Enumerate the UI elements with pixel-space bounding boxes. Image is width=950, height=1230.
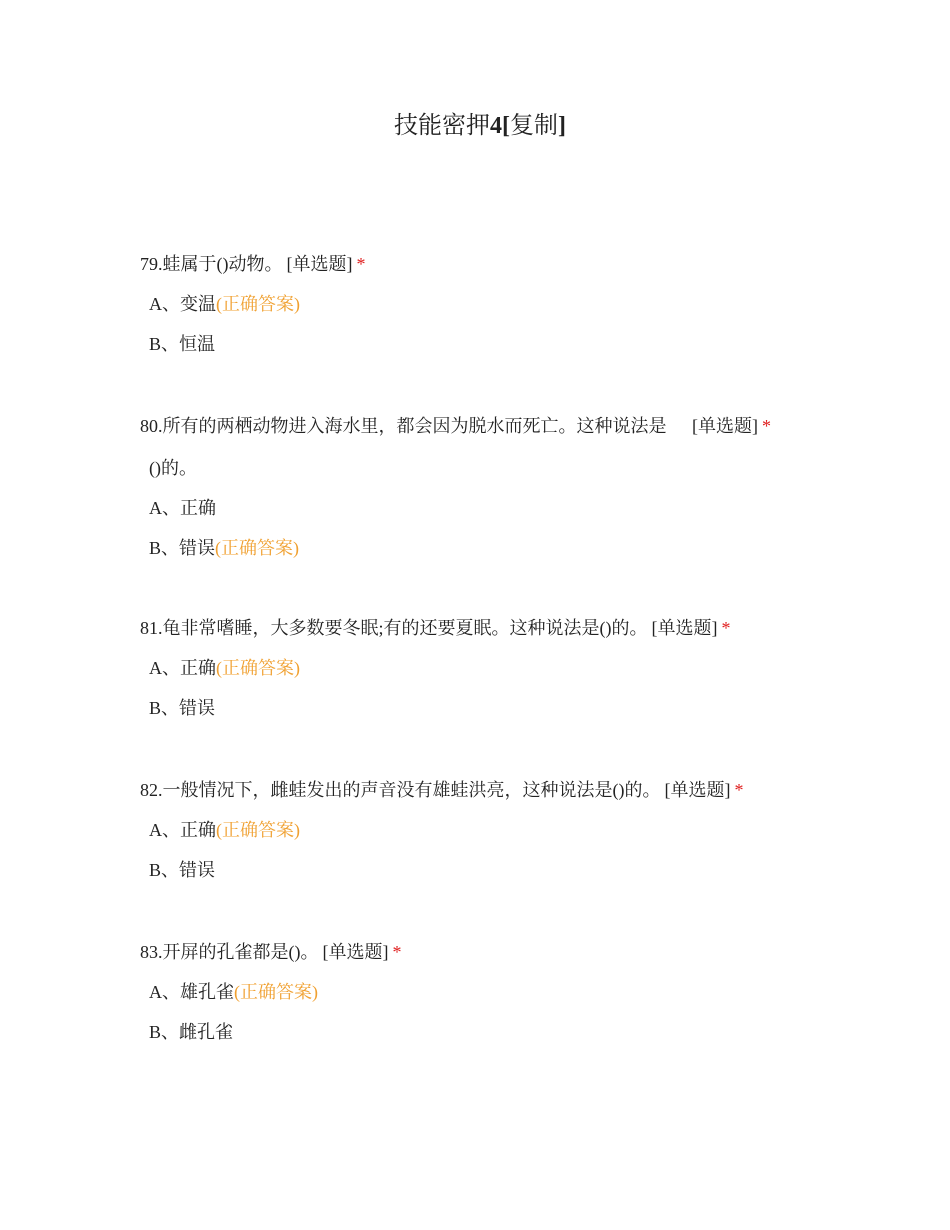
option-b[interactable] <box>149 858 820 882</box>
question-header <box>140 940 820 964</box>
option-b[interactable] <box>149 536 820 560</box>
question-text: 79.蛙属于()动物。 <box>140 254 283 274</box>
title-copy-label: 复制 <box>510 113 558 139</box>
question-type-tag: [单选题] <box>286 254 353 274</box>
option-a[interactable] <box>149 656 820 680</box>
option-label: B、错误 <box>149 538 216 558</box>
option-a[interactable] <box>149 496 820 520</box>
question-tag-group <box>692 414 771 438</box>
option-label: A、变温 <box>149 294 216 314</box>
option-label: A、正确 <box>149 820 216 840</box>
title-suffix: ] <box>558 113 566 139</box>
option-label: A、正确 <box>149 498 216 518</box>
option-a[interactable] <box>149 980 820 1004</box>
correct-answer-marker: (正确答案) <box>216 294 300 314</box>
question-type-tag: [单选题] <box>692 416 758 436</box>
required-mark: * <box>734 780 744 800</box>
question-83 <box>140 940 820 1044</box>
option-b[interactable] <box>149 696 820 720</box>
option-a[interactable] <box>149 292 820 316</box>
page-title <box>0 110 950 142</box>
correct-answer-marker: (正确答案) <box>215 538 300 558</box>
correct-answer-marker: (正确答案) <box>216 658 300 678</box>
required-mark: * <box>721 618 731 638</box>
question-81 <box>140 616 820 720</box>
option-a[interactable] <box>149 818 820 842</box>
question-82 <box>140 778 820 882</box>
required-mark: * <box>762 416 771 436</box>
required-mark: * <box>356 254 366 274</box>
question-text: 82.一般情况下，雌蛙发出的声音没有雄蛙洪亮，这种说法是()的。 <box>140 780 661 800</box>
correct-answer-marker: (正确答案) <box>234 982 318 1002</box>
title-number: 4[ <box>490 113 510 139</box>
question-type-tag: [单选题] <box>322 942 389 962</box>
option-label: B、错误 <box>149 698 216 718</box>
option-label: A、正确 <box>149 658 216 678</box>
option-label: B、错误 <box>149 860 216 880</box>
option-b[interactable] <box>149 332 820 356</box>
option-b[interactable] <box>149 1020 820 1044</box>
required-mark: * <box>392 942 402 962</box>
question-header <box>140 414 771 438</box>
option-label: A、雄孔雀 <box>149 982 234 1002</box>
question-text: 83.开屏的孔雀都是()。 <box>140 942 319 962</box>
option-label: B、恒温 <box>149 334 216 354</box>
question-text-continuation: ()的。 <box>149 458 197 478</box>
question-text: 81.龟非常嗜睡，大多数要冬眠;有的还要夏眠。这种说法是()的。 <box>140 618 648 638</box>
question-header <box>140 252 820 276</box>
question-type-tag: [单选题] <box>664 780 731 800</box>
question-79 <box>140 252 820 356</box>
question-80 <box>140 414 820 560</box>
question-type-tag: [单选题] <box>651 618 718 638</box>
question-text: 80.所有的两栖动物进入海水里，都会因为脱水而死亡。这种说法是 <box>140 416 667 436</box>
title-prefix: 技能密押 <box>394 113 490 139</box>
option-label: B、雌孔雀 <box>149 1022 234 1042</box>
question-header <box>140 778 820 802</box>
question-header <box>140 616 820 640</box>
correct-answer-marker: (正确答案) <box>216 820 300 840</box>
